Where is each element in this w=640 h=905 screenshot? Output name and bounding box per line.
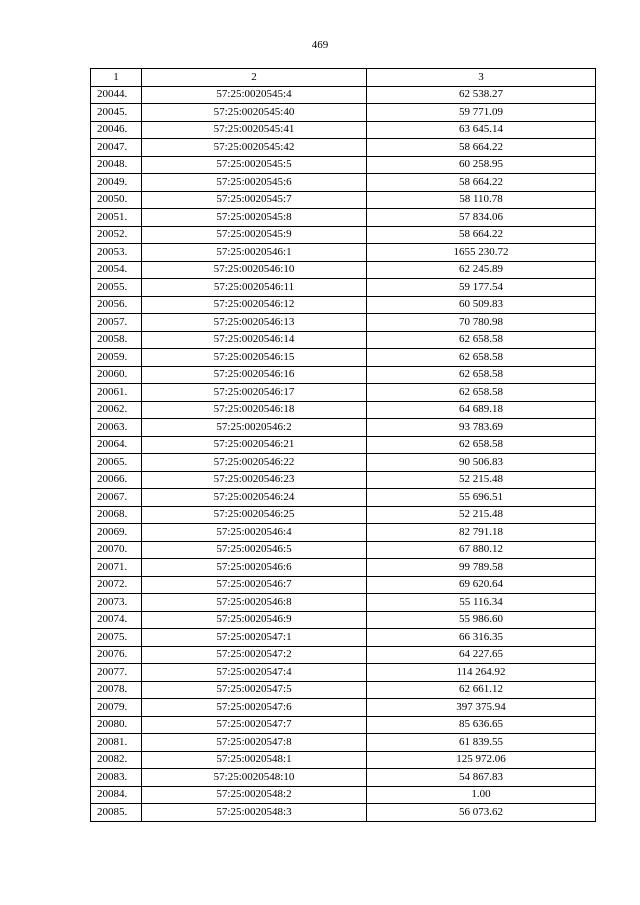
cadastral-number-cell: 57:25:0020546:24 (142, 489, 367, 507)
value-cell: 58 664.22 (367, 139, 596, 157)
table-row (91, 646, 596, 664)
table-row (91, 314, 596, 332)
table-row (91, 629, 596, 647)
value-cell: 58 110.78 (367, 191, 596, 209)
value-cell: 55 116.34 (367, 594, 596, 612)
value-cell: 82 791.18 (367, 524, 596, 542)
table-row (91, 261, 596, 279)
value-cell: 62 658.58 (367, 366, 596, 384)
value-cell: 58 664.22 (367, 174, 596, 192)
cadastral-number-cell: 57:25:0020548:3 (142, 804, 367, 822)
table-row (91, 139, 596, 157)
column-header-cadastral-number: 2 (142, 69, 367, 87)
value-cell: 93 783.69 (367, 419, 596, 437)
value-cell: 60 258.95 (367, 156, 596, 174)
cadastral-number-cell: 57:25:0020546:9 (142, 611, 367, 629)
row-index-cell: 20045. (91, 104, 142, 122)
value-cell: 90 506.83 (367, 454, 596, 472)
table-row (91, 366, 596, 384)
value-cell: 64 689.18 (367, 401, 596, 419)
table-row (91, 244, 596, 262)
row-index-cell: 20071. (91, 559, 142, 577)
row-index-cell: 20078. (91, 681, 142, 699)
table-row (91, 786, 596, 804)
table-row (91, 681, 596, 699)
value-cell: 60 509.83 (367, 296, 596, 314)
row-index-cell: 20059. (91, 349, 142, 367)
cadastral-number-cell: 57:25:0020546:5 (142, 541, 367, 559)
value-cell: 69 620.64 (367, 576, 596, 594)
table-row (91, 734, 596, 752)
value-cell: 58 664.22 (367, 226, 596, 244)
cadastral-number-cell: 57:25:0020546:12 (142, 296, 367, 314)
table-row (91, 559, 596, 577)
row-index-cell: 20054. (91, 261, 142, 279)
value-cell: 62 658.58 (367, 331, 596, 349)
table-row (91, 209, 596, 227)
row-index-cell: 20062. (91, 401, 142, 419)
cadastral-number-cell: 57:25:0020545:9 (142, 226, 367, 244)
table-row (91, 454, 596, 472)
row-index-cell: 20066. (91, 471, 142, 489)
value-cell: 62 658.58 (367, 384, 596, 402)
cadastral-number-cell: 57:25:0020546:4 (142, 524, 367, 542)
cadastral-number-cell: 57:25:0020545:42 (142, 139, 367, 157)
cadastral-number-cell: 57:25:0020546:15 (142, 349, 367, 367)
value-cell: 52 215.48 (367, 471, 596, 489)
value-cell: 54 867.83 (367, 769, 596, 787)
table-row (91, 576, 596, 594)
table-row (91, 804, 596, 822)
row-index-cell: 20076. (91, 646, 142, 664)
cadastral-number-cell: 57:25:0020546:11 (142, 279, 367, 297)
table-row (91, 489, 596, 507)
cadastral-number-cell: 57:25:0020545:4 (142, 86, 367, 104)
row-index-cell: 20060. (91, 366, 142, 384)
row-index-cell: 20055. (91, 279, 142, 297)
value-cell: 99 789.58 (367, 559, 596, 577)
row-index-cell: 20047. (91, 139, 142, 157)
table-row (91, 174, 596, 192)
cadastral-number-cell: 57:25:0020546:8 (142, 594, 367, 612)
cadastral-number-cell: 57:25:0020546:18 (142, 401, 367, 419)
table-row (91, 699, 596, 717)
cadastral-number-cell: 57:25:0020546:17 (142, 384, 367, 402)
table-header-row (91, 69, 596, 87)
cadastral-number-cell: 57:25:0020546:2 (142, 419, 367, 437)
value-cell: 62 658.58 (367, 349, 596, 367)
cadastral-number-cell: 57:25:0020546:6 (142, 559, 367, 577)
value-cell: 57 834.06 (367, 209, 596, 227)
data-table (90, 68, 596, 822)
cadastral-number-cell: 57:25:0020546:14 (142, 331, 367, 349)
cadastral-number-cell: 57:25:0020548:2 (142, 786, 367, 804)
row-index-cell: 20079. (91, 699, 142, 717)
cadastral-number-cell: 57:25:0020546:13 (142, 314, 367, 332)
row-index-cell: 20051. (91, 209, 142, 227)
table-row (91, 331, 596, 349)
table-row (91, 419, 596, 437)
cadastral-number-cell: 57:25:0020548:1 (142, 751, 367, 769)
cadastral-number-cell: 57:25:0020547:7 (142, 716, 367, 734)
table-row (91, 716, 596, 734)
cadastral-number-cell: 57:25:0020547:5 (142, 681, 367, 699)
value-cell: 125 972.06 (367, 751, 596, 769)
table-row (91, 401, 596, 419)
row-index-cell: 20081. (91, 734, 142, 752)
value-cell: 61 839.55 (367, 734, 596, 752)
cadastral-number-cell: 57:25:0020545:6 (142, 174, 367, 192)
table-row (91, 191, 596, 209)
table-row (91, 156, 596, 174)
value-cell: 70 780.98 (367, 314, 596, 332)
row-index-cell: 20080. (91, 716, 142, 734)
row-index-cell: 20052. (91, 226, 142, 244)
value-cell: 52 215.48 (367, 506, 596, 524)
table-row (91, 506, 596, 524)
row-index-cell: 20046. (91, 121, 142, 139)
row-index-cell: 20072. (91, 576, 142, 594)
value-cell: 1.00 (367, 786, 596, 804)
value-cell: 1655 230.72 (367, 244, 596, 262)
table-row (91, 349, 596, 367)
cadastral-number-cell: 57:25:0020546:1 (142, 244, 367, 262)
table-row (91, 664, 596, 682)
cadastral-number-cell: 57:25:0020546:22 (142, 454, 367, 472)
row-index-cell: 20085. (91, 804, 142, 822)
row-index-cell: 20064. (91, 436, 142, 454)
table-row (91, 769, 596, 787)
table-row (91, 296, 596, 314)
row-index-cell: 20075. (91, 629, 142, 647)
row-index-cell: 20083. (91, 769, 142, 787)
row-index-cell: 20082. (91, 751, 142, 769)
value-cell: 114 264.92 (367, 664, 596, 682)
table-row (91, 121, 596, 139)
row-index-cell: 20067. (91, 489, 142, 507)
value-cell: 67 880.12 (367, 541, 596, 559)
row-index-cell: 20053. (91, 244, 142, 262)
value-cell: 62 538.27 (367, 86, 596, 104)
value-cell: 55 696.51 (367, 489, 596, 507)
cadastral-number-cell: 57:25:0020548:10 (142, 769, 367, 787)
value-cell: 62 245.89 (367, 261, 596, 279)
cadastral-number-cell: 57:25:0020545:7 (142, 191, 367, 209)
table-row (91, 594, 596, 612)
row-index-cell: 20077. (91, 664, 142, 682)
value-cell: 59 177.54 (367, 279, 596, 297)
cadastral-number-cell: 57:25:0020546:25 (142, 506, 367, 524)
page-number: 469 (311, 39, 329, 51)
cadastral-number-cell: 57:25:0020546:16 (142, 366, 367, 384)
value-cell: 63 645.14 (367, 121, 596, 139)
cadastral-number-cell: 57:25:0020546:10 (142, 261, 367, 279)
value-cell: 55 986.60 (367, 611, 596, 629)
table-row (91, 226, 596, 244)
cadastral-number-cell: 57:25:0020545:8 (142, 209, 367, 227)
value-cell: 59 771.09 (367, 104, 596, 122)
table-row (91, 384, 596, 402)
cadastral-number-cell: 57:25:0020545:41 (142, 121, 367, 139)
table-row (91, 751, 596, 769)
table-row (91, 104, 596, 122)
row-index-cell: 20044. (91, 86, 142, 104)
value-cell: 64 227.65 (367, 646, 596, 664)
table-body (91, 86, 596, 821)
row-index-cell: 20084. (91, 786, 142, 804)
row-index-cell: 20068. (91, 506, 142, 524)
value-cell: 62 661.12 (367, 681, 596, 699)
row-index-cell: 20057. (91, 314, 142, 332)
cadastral-number-cell: 57:25:0020546:23 (142, 471, 367, 489)
row-index-cell: 20063. (91, 419, 142, 437)
row-index-cell: 20049. (91, 174, 142, 192)
table-row (91, 471, 596, 489)
column-header-value: 3 (367, 69, 596, 87)
cadastral-number-cell: 57:25:0020545:5 (142, 156, 367, 174)
row-index-cell: 20074. (91, 611, 142, 629)
table-row (91, 524, 596, 542)
table-row (91, 541, 596, 559)
row-index-cell: 20065. (91, 454, 142, 472)
cadastral-number-cell: 57:25:0020547:2 (142, 646, 367, 664)
row-index-cell: 20050. (91, 191, 142, 209)
table-row (91, 611, 596, 629)
value-cell: 62 658.58 (367, 436, 596, 454)
row-index-cell: 20056. (91, 296, 142, 314)
row-index-cell: 20058. (91, 331, 142, 349)
cadastral-number-cell: 57:25:0020547:4 (142, 664, 367, 682)
value-cell: 397 375.94 (367, 699, 596, 717)
cadastral-number-cell: 57:25:0020547:1 (142, 629, 367, 647)
table-row (91, 279, 596, 297)
row-index-cell: 20061. (91, 384, 142, 402)
value-cell: 85 636.65 (367, 716, 596, 734)
cadastral-number-cell: 57:25:0020546:7 (142, 576, 367, 594)
row-index-cell: 20070. (91, 541, 142, 559)
value-cell: 56 073.62 (367, 804, 596, 822)
table-row (91, 86, 596, 104)
row-index-cell: 20048. (91, 156, 142, 174)
value-cell: 66 316.35 (367, 629, 596, 647)
cadastral-number-cell: 57:25:0020546:21 (142, 436, 367, 454)
cadastral-number-cell: 57:25:0020547:8 (142, 734, 367, 752)
cadastral-number-cell: 57:25:0020547:6 (142, 699, 367, 717)
row-index-cell: 20073. (91, 594, 142, 612)
table-row (91, 436, 596, 454)
row-index-cell: 20069. (91, 524, 142, 542)
cadastral-number-cell: 57:25:0020545:40 (142, 104, 367, 122)
column-header-index: 1 (91, 69, 142, 87)
